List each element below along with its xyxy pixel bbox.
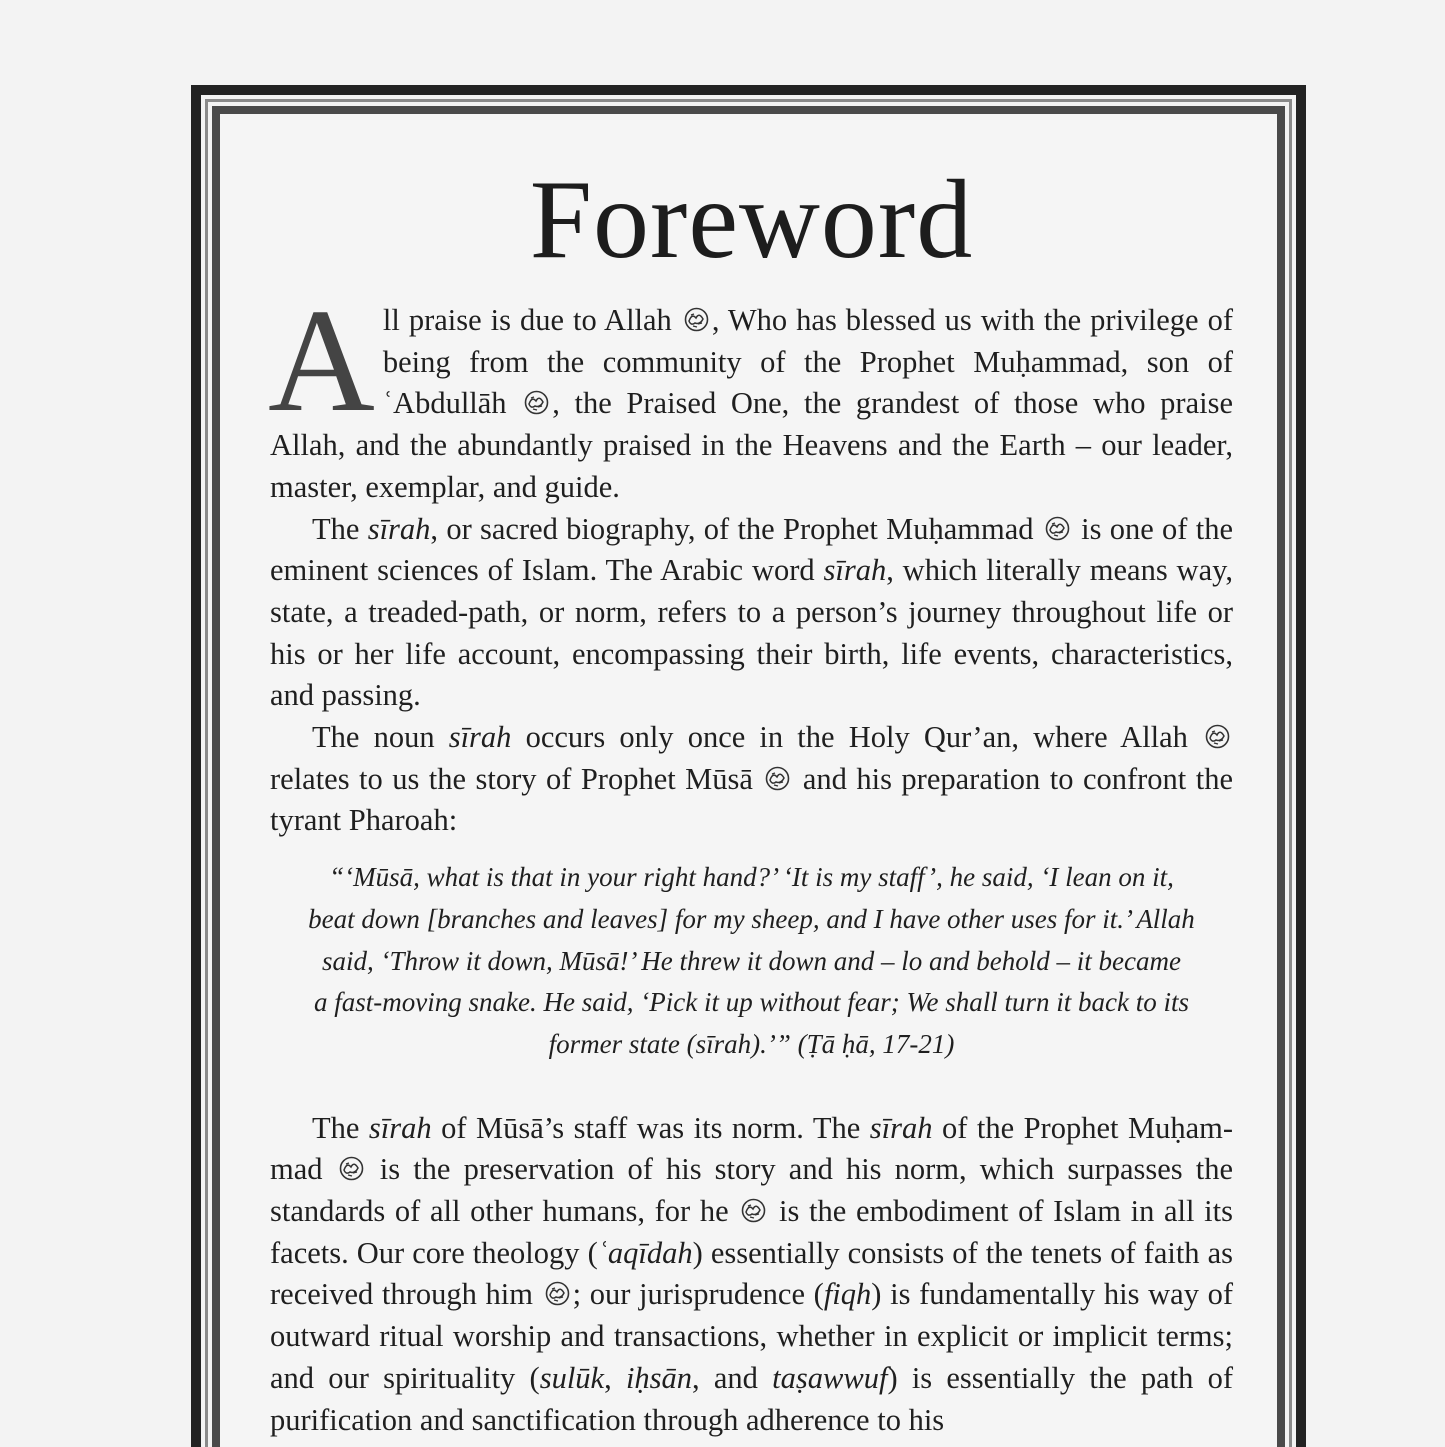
quote-line: former state (sīrah).’” (Ṭā ḥā, 17-21) (548, 1028, 955, 1059)
paragraph-3: The noun sīrah occurs only once in the Holy Qur’an, where Allah relates to us the story of Prophet Mūsā and his preparation to confront the tyrant Pharoah: (270, 720, 1233, 838)
paragraph-1: All praise is due to Allah , Who has blessed us with the privilege of being from the community of the Prophet Muḥammad, son of ʿAbdullāh , the Praised One, the grandest of those who praise Allah, and the abundantly praised in the Heavens and the Earth – our leader, master, exemplar, and guide. (268, 279, 1233, 504)
quote-line: a fast-moving snake. He said, ‘Pick it up without fear; We shall turn it back to its (314, 987, 1189, 1018)
paragraph-4: The sīrah of Mūsā’s staff was its norm. The sīrah of the Prophet Muḥammad is the preservation of his story and his norm, which surpasses the standards of all other humans, for he is the embodiment of Islam in all its facets. Our core theology (ʿaqīdah) essentially consists of the tenets of faith as received through him ; our jurisprudence (fiqh) is fundamentally his way of outward ritual worship and transactions, whether in explicit or implicit terms; and our spirituality (sulūk, iḥsān, and taṣawwuf) is essentially the path of purification and sanctification through adherence to his (270, 1110, 1234, 1437)
quote-line: beat down [branches and leaves] for my sheep, and I have other uses for it.’ Allah (308, 903, 1195, 934)
honorific-icon (683, 306, 710, 333)
quote-line: “‘Mūsā, what is that in your right hand?’ ‘It is my staff’, he said, ‘I lean on it, (329, 862, 1174, 893)
honorific-icon (544, 1280, 571, 1307)
honorific-icon (1044, 515, 1071, 542)
page-title: Foreword (529, 158, 974, 282)
honorific-icon (1204, 723, 1231, 750)
honorific-icon (764, 765, 791, 792)
quran-quote (288, 857, 1215, 1066)
foreword-content (270, 160, 1233, 1441)
honorific-icon (523, 389, 550, 416)
paragraph-2: The sīrah, or sacred biography, of the Prophet Muḥammad is one of the eminent sciences of Islam. The Arabic word sīrah, which literally means way, state, a treaded-path, or norm, refers to a person’s journey throughout life or his or her life account, encompassing their birth, life events, characteristics, and passing. (270, 511, 1234, 713)
honorific-icon (740, 1197, 767, 1224)
quote-line: said, ‘Throw it down, Mūsā!’ He threw it down and – lo and behold – it became (322, 945, 1181, 976)
drop-cap: A (268, 279, 375, 443)
honorific-icon (338, 1155, 365, 1182)
